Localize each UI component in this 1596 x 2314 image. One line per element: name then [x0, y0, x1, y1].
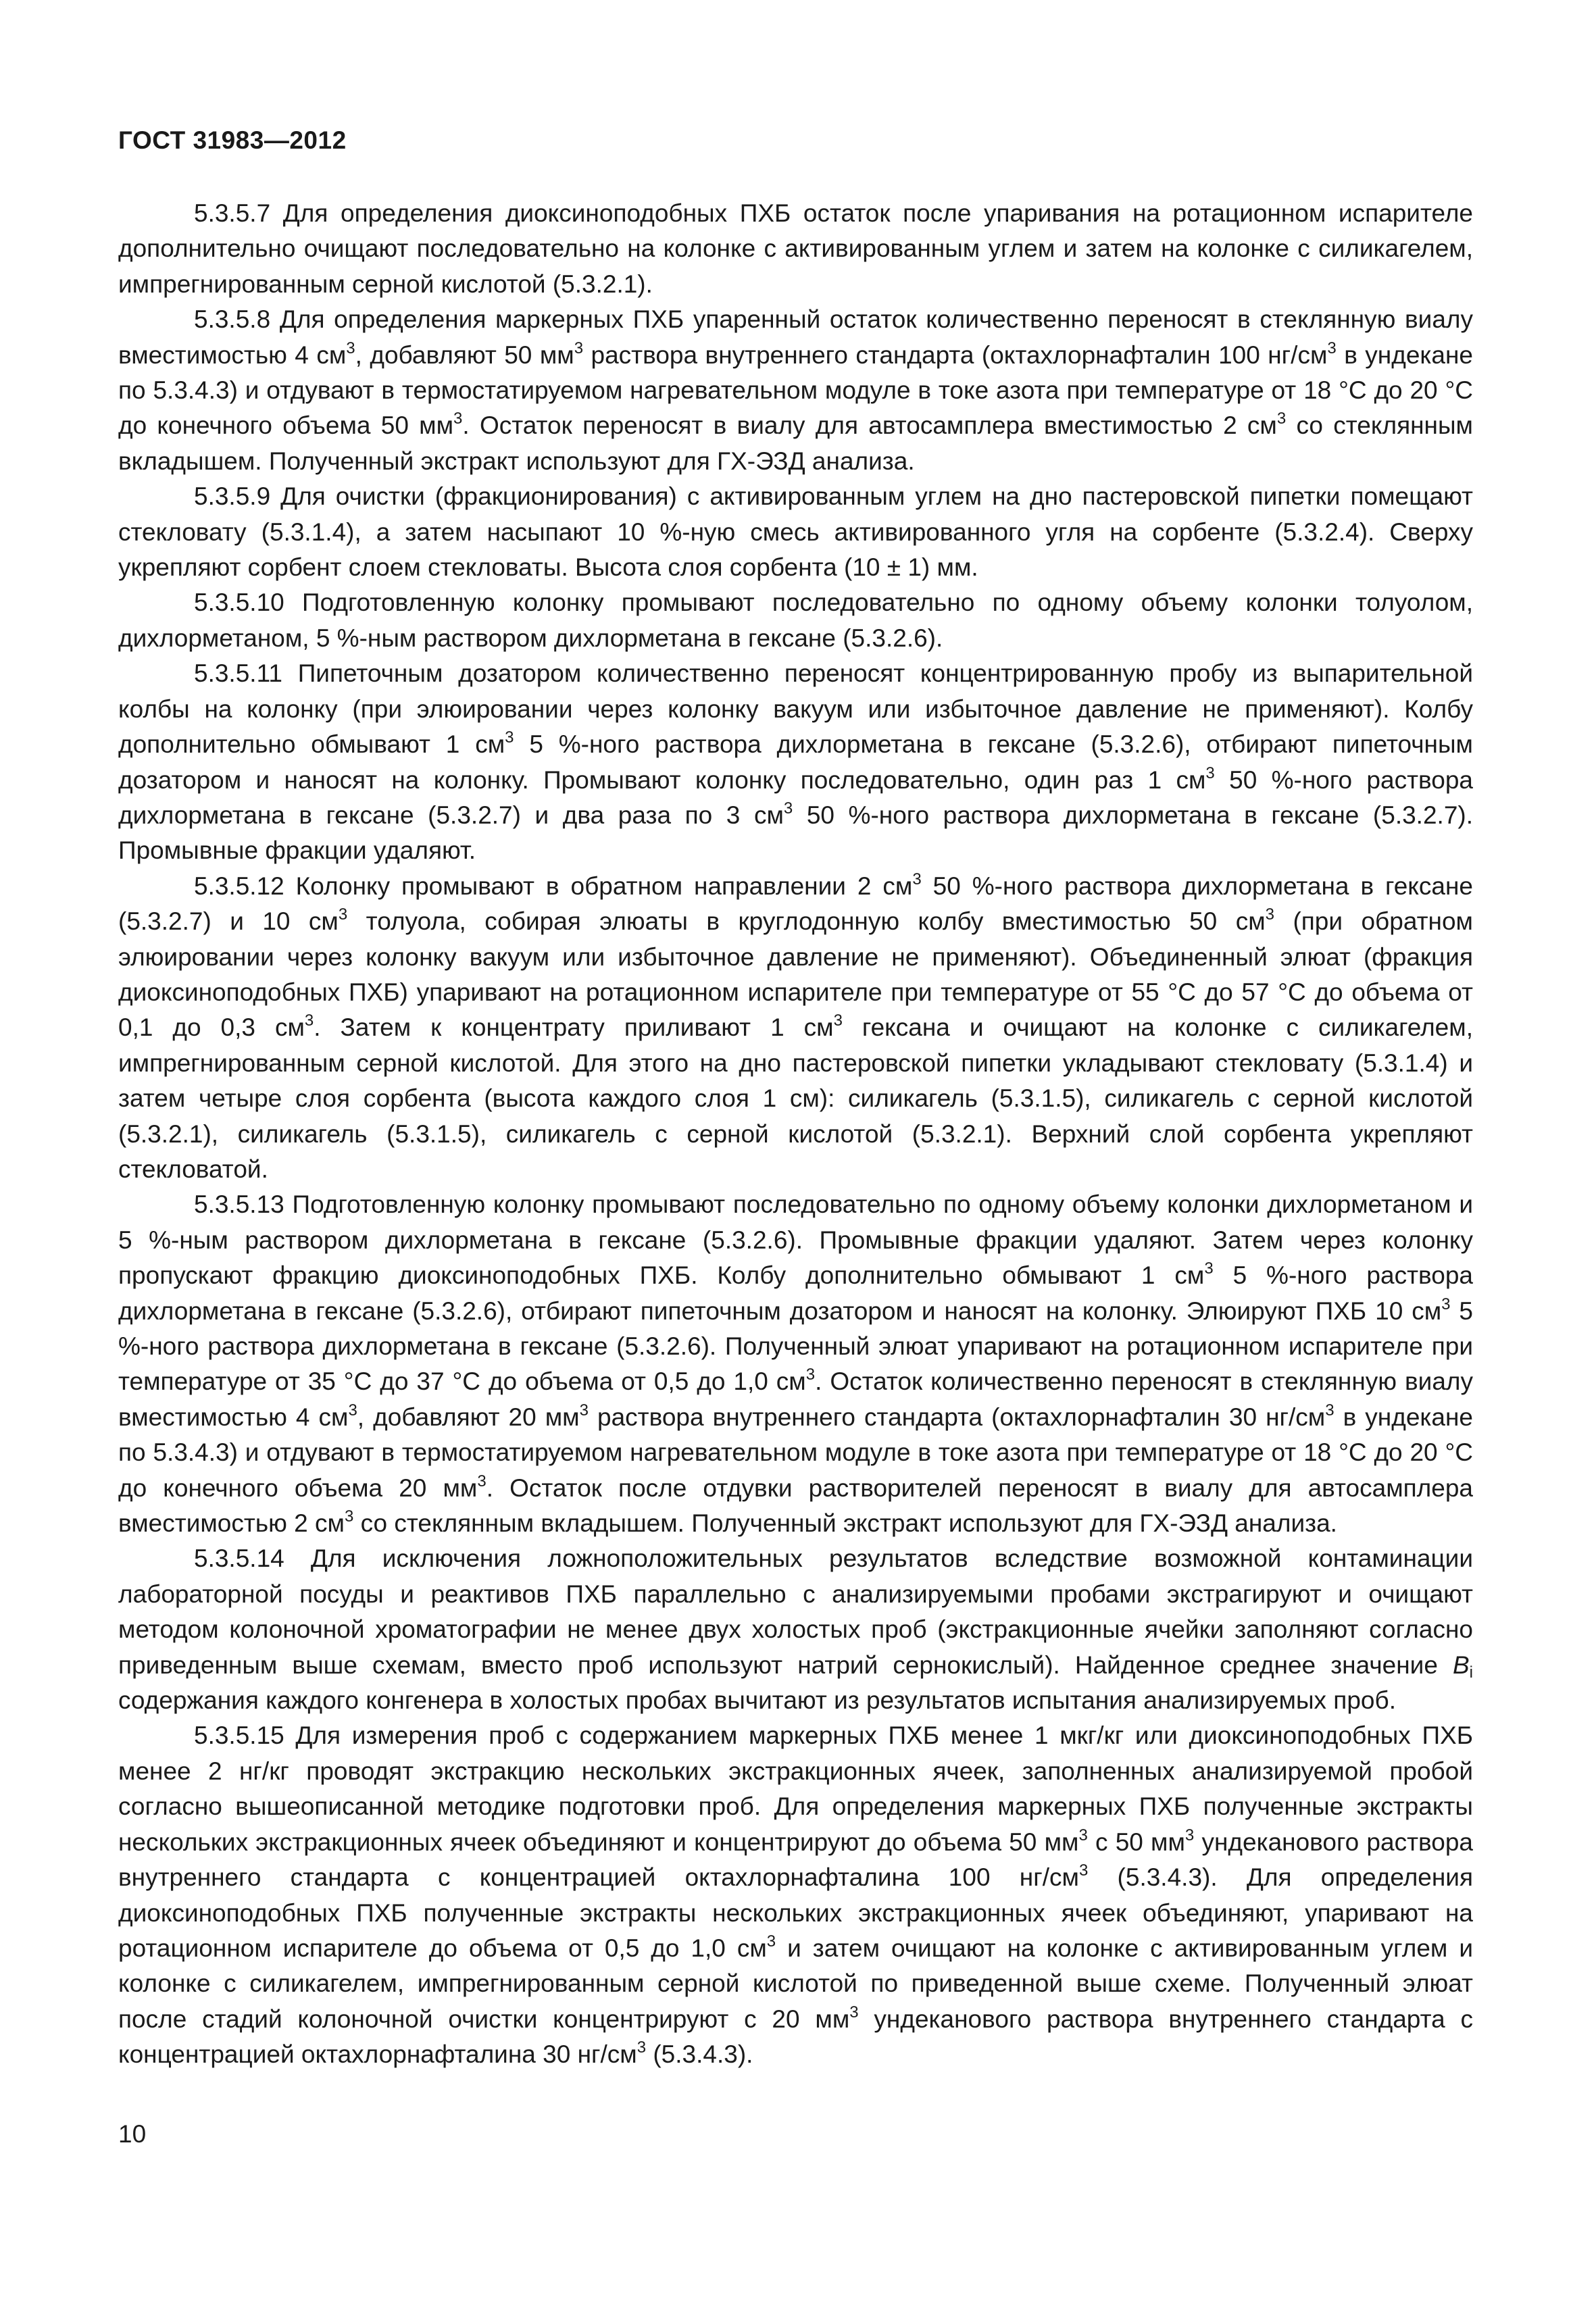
text-run: содержания каждого конгенера в холостых пробах вычитают из результатов испытания анализируемых проб. [118, 1686, 1396, 1715]
superscript: 3 [783, 799, 793, 818]
superscript: 3 [574, 338, 584, 357]
superscript: 3 [1265, 905, 1274, 924]
text-run: . Затем к концентрату приливают 1 см [314, 1013, 834, 1042]
superscript: 3 [766, 1932, 776, 1951]
text-run: 5 %-ного раствора дихлорметана в гексане (5.3.2.6), отбирают пипеточным дозатором и наносят на колонку. Промывают колонку последовательно, один раз 1 см [118, 730, 1473, 794]
text-run: ундеканового раствора внутреннего стандарта с концентрацией октахлорнафталина 100 нг/см [118, 1828, 1474, 1892]
superscript: 3 [1078, 1861, 1089, 1880]
superscript: 3 [1327, 338, 1337, 357]
text-run: раствора внутреннего стандарта (октахлорнафталин 30 нг/см [588, 1403, 1326, 1431]
paragraph-5-3-5-7 [118, 196, 1473, 302]
text-run: ундеканового раствора внутреннего стандарта с концентрацией октахлорнафталина 30 нг/см [118, 2005, 1473, 2069]
text-run: , добавляют 50 мм [355, 341, 574, 369]
text-run: 50 %-ного раствора дихлорметана в гексане (5.3.2.7) и два раза по 3 см [118, 765, 1474, 829]
text-run: 50 %-ного раствора дихлорметана в гексане (5.3.2.7). Промывные фракции удаляют. [118, 801, 1473, 865]
text-run: 50 %-ного раствора дихлорметана в гексане (5.3.2.7) и 10 см [118, 872, 1473, 936]
paragraph-5-3-5-12 [118, 869, 1473, 1188]
paragraph-5-3-5-9 [118, 479, 1473, 585]
text-run: 5.3.5.14 Для исключения ложноположительных результатов вследствие возможной контаминации лабораторной посуды и реактивов ПХБ параллельно с анализируемыми пробами экстрагируют и очищают методом колоночной хроматографии не менее двух холостых проб (экстракционные ячейки заполняют согласно приведенным выше схемам, вместо проб используют натрий сернокислый). Найденное среднее значение [118, 1544, 1473, 1679]
superscript: 3 [833, 1011, 843, 1030]
text-run: (5.3.4.3). [646, 2040, 753, 2069]
text-run: со стеклянным вкладышем. Полученный экстракт используют для ГХ-ЭЗД анализа. [118, 411, 1473, 475]
document-body [118, 196, 1473, 2073]
superscript: 3 [453, 409, 463, 428]
superscript: 3 [1325, 1401, 1335, 1419]
text-run: в ундекане по 5.3.4.3) и отдувают в термостатируемом нагревательном модуле в токе азота при температуре от 18 °С до 20 °С до конечного объема 50 мм [118, 341, 1473, 440]
text-run: . Остаток количественно переносят в стеклянную виалу вместимостью 4 см [118, 1367, 1473, 1431]
text-run: толуола, собирая элюаты в круглодонную колбу вместимостью 50 см [347, 907, 1266, 936]
superscript: 3 [348, 1401, 357, 1419]
text-run: и затем очищают на колонке с активированным углем и колонке с силикагелем, импрегнированным серной кислотой по приведенной выше схеме. Полученный элюат после стадий колоночной очистки концентрируют с 20 мм [118, 1934, 1474, 2033]
text-run: 5.3.5.13 Подготовленную колонку промывают последовательно по одному объему колонки дихлорметаном и 5 %-ным раствором дихлорметана в гексане (5.3.2.6). Промывные фракции удаляют. Затем через колонку пропускают фракцию диоксиноподобных ПХБ. Колбу дополнительно обмывают 1 см [118, 1190, 1473, 1290]
text-run: 5.3.5.9 Для очистки (фракционирования) с активированным углем на дно пастеровской пипетки помещают стекловату (5.3.1.4), а затем насыпают 10 %-ную смесь активированного угля на сорбенте (5.3.2.4). Сверху укрепляют сорбент слоем стекловаты. Высота слоя сорбента (10 ± 1) мм. [118, 482, 1473, 582]
text-run: 5.3.5.8 Для определения маркерных ПХБ упаренный остаток количественно переносят в стеклянную виалу вместимостью 4 см [118, 305, 1473, 369]
text-run: со стеклянным вкладышем. Полученный экстракт используют для ГХ-ЭЗД анализа. [353, 1509, 1337, 1538]
superscript: 3 [1184, 1826, 1195, 1844]
superscript: 3 [1204, 1259, 1214, 1278]
text-run: с 50 мм [1087, 1828, 1185, 1856]
text-run: . Остаток переносят в виалу для автосамплера вместимостью 2 см [462, 411, 1277, 440]
superscript: 3 [304, 1011, 314, 1030]
paragraph-5-3-5-11 [118, 656, 1473, 868]
page-number: 10 [118, 2120, 147, 2148]
text-run: , добавляют 20 мм [357, 1403, 580, 1431]
superscript: 3 [849, 2003, 859, 2021]
paragraph-5-3-5-13 [118, 1187, 1473, 1541]
paragraph-5-3-5-15 [118, 1718, 1473, 2072]
text-run: в ундекане по 5.3.4.3) и отдувают в термостатируемом нагревательном модуле в токе азота при температуре от 18 °С до 20 °С до конечного объема 20 мм [118, 1403, 1473, 1502]
text-run: (при обратном элюировании через колонку вакуум или избыточное давление не применяют). Объединенный элюат (фракция диоксиноподобных ПХБ) упаривают на ротационном испарителе при температуре от 55 °С до 57 °С до объема от 0,1 до 0,3 см [118, 907, 1473, 1042]
superscript: 3 [338, 905, 348, 924]
text-run: 5 %-ного раствора дихлорметана в гексане (5.3.2.6), отбирают пипеточным дозатором и наносят на колонку. Элюируют ПХБ 10 см [118, 1261, 1473, 1325]
text-run: . Остаток после отдувки растворителей переносят в виалу для автосамплера вместимостью 2 см [118, 1474, 1473, 1538]
text-run: 5.3.5.10 Подготовленную колонку промывают последовательно по одному объему колонки толуолом, дихлорметаном, 5 %-ным раствором дихлорметана в гексане (5.3.2.6). [118, 588, 1473, 652]
text-run: гексана и очищают на колонке с силикагелем, импрегнированным серной кислотой. Для этого на дно пастеровской пипетки укладывают стекловату (5.3.1.4) и затем четыре слоя сорбента (высота каждого слоя 1 см): силикагель (5.3.1.5), силикагель с серной кислотой (5.3.2.1), силикагель (5.3.1.5), силикагель с серной кислотой (5.3.2.1). Верхний слой сорбента укрепляют стекловатой. [118, 1013, 1473, 1183]
paragraph-5-3-5-10 [118, 585, 1473, 656]
text-run: 5 %-ного раствора дихлорметана в гексане (5.3.2.6). Полученный элюат упаривают на ротационном испарителе при температуре от 35 °С до 37 °С до объема от 0,5 до 1,0 см [118, 1297, 1473, 1396]
superscript: 3 [344, 1507, 354, 1526]
text-run: раствора внутреннего стандарта (октахлорнафталин 100 нг/см [583, 341, 1328, 369]
superscript: 3 [1276, 409, 1287, 428]
text-run: 5.3.5.7 Для определения диоксиноподобных ПХБ остаток после упаривания на ротационном испарителе дополнительно очищают последовательно на колонке с активированным углем и затем на колонке с силикагелем, импрегнированным серной кислотой (5.3.2.1). [118, 199, 1473, 298]
superscript: 3 [477, 1472, 487, 1490]
superscript: 3 [505, 728, 514, 747]
text-run: (5.3.4.3). Для определения диоксиноподобных ПХБ полученные экстракты нескольких экстракционных ячеек объединяют, упаривают на ротационном испарителе до объема от 0,5 до 1,0 см [118, 1863, 1474, 1962]
document-header: ГОСТ 31983—2012 [118, 126, 347, 154]
paragraph-5-3-5-8 [118, 302, 1473, 479]
superscript: 3 [805, 1365, 816, 1384]
superscript: 3 [579, 1401, 589, 1419]
text-run: 5.3.5.11 Пипеточным дозатором количественно переносят концентрированную пробу из выпарительной колбы на колонку (при элюировании через колонку вакуум или избыточное давление не применяют). Колбу дополнительно обмывают 1 см [118, 659, 1473, 759]
superscript: 3 [346, 338, 355, 357]
text-run: 5.3.5.12 Колонку промывают в обратном направлении 2 см [194, 872, 913, 900]
superscript: 3 [1441, 1294, 1451, 1313]
superscript: 3 [637, 2038, 647, 2057]
superscript: 3 [1205, 763, 1215, 782]
italic-symbol: B [1452, 1651, 1470, 1679]
superscript: 3 [1078, 1826, 1088, 1844]
text-run: 5.3.5.15 Для измерения проб с содержанием маркерных ПХБ менее 1 мкг/кг или диоксиноподобных ПХБ менее 2 нг/кг проводят экстракцию нескольких экстракционных ячеек, заполненных анализируемой пробой согласно вышеописанной методике подготовки проб. Для определения маркерных ПХБ полученные экстракты нескольких экстракционных ячеек объединяют и концентрируют до объема 50 мм [118, 1721, 1473, 1856]
paragraph-5-3-5-14 [118, 1541, 1473, 1718]
subscript: i [1469, 1663, 1473, 1682]
superscript: 3 [912, 870, 922, 888]
